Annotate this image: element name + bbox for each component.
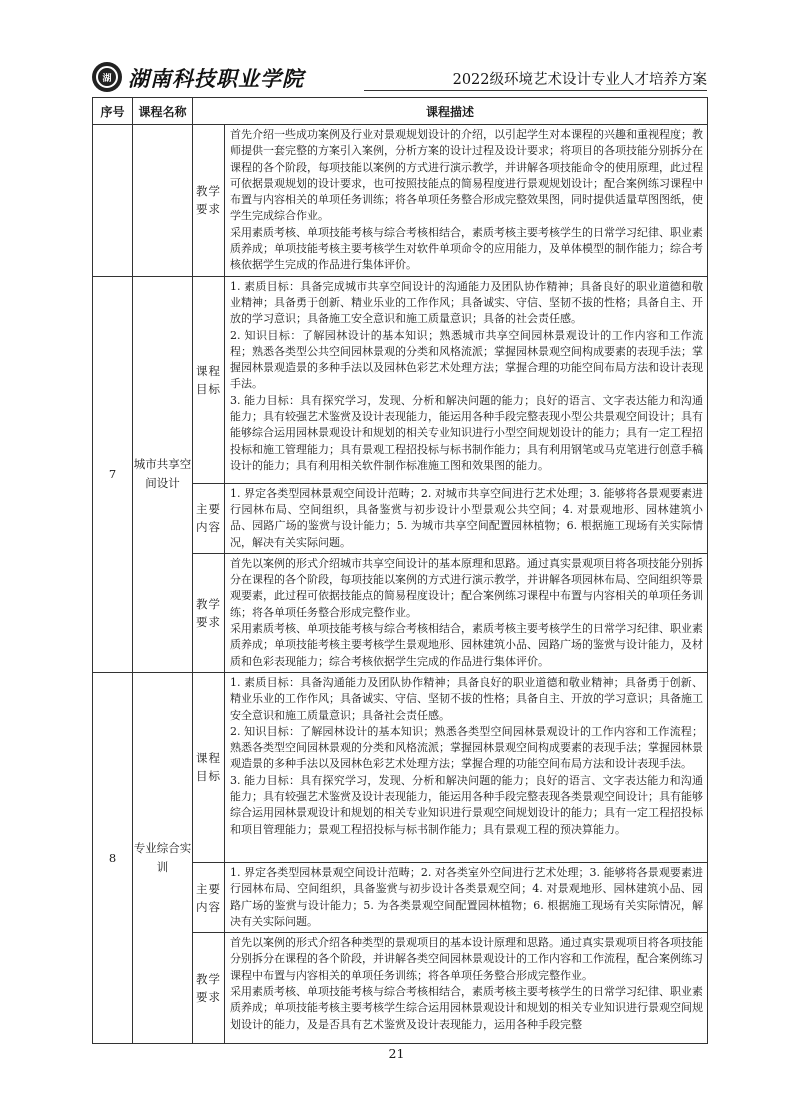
header-rule <box>364 90 707 91</box>
sub-label-teaching: 教学要求 <box>193 933 225 1044</box>
sub-label-content: 主要内容 <box>193 483 225 553</box>
paragraph: 1. 界定各类型园林景观空间设计范畴；2. 对各类室外空间进行艺术处理；3. 能够将各景观要素进行园林布局、空间组织，具备鉴赏与初步设计各类景观空间；4. 对景观地形、园林建筑小品、园路广场的鉴赏与设计能力；5. 为各类景观空间配置园林植物；6. 根据施工现场有关实际情况，解决有关实际问题。 <box>230 865 704 928</box>
sub-label-content: 主要内容 <box>193 862 225 932</box>
sub-label-teaching: 教学要求 <box>193 125 225 277</box>
cell-name <box>133 125 193 277</box>
table-row <box>93 125 708 277</box>
paragraph: 首先介绍一些成功案例及行业对景观规划设计的介绍，以引起学生对本课程的兴趣和重视程度；教师提供一套完整的方案引入案例，分析方案的设计过程及设计要求；将项目的各项技能分别拆分在课程的各个阶段，每项技能以案例的方式进行演示教学，并讲解各项技能命令的使用原理，此过程可依据景观规划的设计要求，也可按照技能点的简易程度进行景观规划设计；配合案例练习课程中布置与内容相关的单项任务训练；将各单项任务整合形成完整效果图，同时提供适量草图图纸，使学生完成综合作业。 <box>230 128 704 223</box>
paragraph: 2. 知识目标：了解园林设计的基本知识；熟悉城市共享空间园林景观设计的工作内容和工作流程；熟悉各类型公共空间园林景观的分类和风格流派；掌握园林景观空间构成要素的表现手法；掌握园林景观造景的多种手法以及园林色彩艺术处理方法；掌握合理的功能空间布局方法和设计表现手法。 <box>230 328 704 391</box>
sub-label-goal: 课程目标 <box>193 672 225 862</box>
col-header-no: 序号 <box>93 98 133 125</box>
main-content-cell <box>225 862 708 932</box>
paragraph: 1. 素质目标：具备沟通能力及团队协作精神；具备良好的职业道德和敬业精神；具备勇于创新、精业乐业的工作作风；具备诚实、守信、坚韧不拔的性格；具备自主、开放的学习意识；具备施工安全意识和施工质量意识；具备社会责任感。 <box>230 675 704 722</box>
page-header <box>92 62 707 94</box>
col-header-desc: 课程描述 <box>193 98 708 125</box>
course-name: 城市共享空间设计 <box>133 276 193 672</box>
main-content-cell <box>225 483 708 553</box>
table-header-row <box>93 98 708 125</box>
paragraph: 采用素质考核、单项技能考核与综合考核相结合，素质考核主要考核学生的日常学习纪律、职业素质养成；单项技能考核主要考核学生对软件单项命令的应用能力，及单体模型的制作能力；综合考核依据学生完成的作品进行集体评价。 <box>230 225 704 272</box>
curriculum-table <box>92 97 708 1044</box>
col-header-name: 课程名称 <box>133 98 193 125</box>
course-number: 7 <box>93 276 133 672</box>
paragraph: 3. 能力目标：具有探究学习，发现、分析和解决问题的能力；良好的语言、文字表达能力和沟通能力；具有较强艺术鉴赏及设计表现能力，能运用各种手段完整表现各类景观空间设计；具有能够综合运用园林景观设计和规划的相关专业知识进行景观空间规划设计的能力；具有一定工程招投标和项目管理能力；景观工程招投标与标书制作能力；具有景观工程的预决算能力。 <box>230 773 704 836</box>
paragraph: 采用素质考核、单项技能考核与综合考核相结合，素质考核主要考核学生的日常学习纪律、职业素质养成；单项技能考核主要考核学生综合运用园林景观设计和规划的相关专业知识进行景观空间规划设计的能力，及是否具有艺术鉴赏及设计表现能力，运用各种手段完整 <box>230 985 704 1031</box>
course-goal-cell <box>225 672 708 862</box>
teaching-requirements-cell <box>225 933 708 1044</box>
paragraph: 1. 素质目标：具备完成城市共享空间设计的沟通能力及团队协作精神；具备良好的职业道德和敬业精神；具备勇于创新、精业乐业的工作作风；具备诚实、守信、坚韧不拔的性格；具备自主、开放的学习意识；具备施工安全意识和施工质量意识；具备的社会责任感。 <box>230 279 704 326</box>
teaching-requirements-cell <box>225 125 708 277</box>
course-goal-cell <box>225 276 708 483</box>
paragraph: 采用素质考核、单项技能考核与综合考核相结合，素质考核主要考核学生的日常学习纪律、职业素质养成；单项技能考核主要考核学生景观地形、园林建筑小品、园路广场的鉴赏与设计能力，及材质和色彩表现能力；综合考核依据学生完成的作品进行集体评价。 <box>230 622 704 668</box>
sub-label-goal: 课程目标 <box>193 276 225 483</box>
school-logo-text: 湖南科技职业学院 <box>128 66 304 91</box>
page-number: 21 <box>388 1046 405 1061</box>
teaching-requirements-cell <box>225 553 708 672</box>
course-number: 8 <box>93 672 133 1043</box>
paragraph: 首先以案例的形式介绍城市共享空间设计的基本原理和思路。通过真实景观项目将各项技能分别拆分在课程的各个阶段，每项技能以案例的方式进行演示教学，并讲解各项园林布局、空间组织等景观要素，此过程可依据技能点的简易程度设计；配合案例练习课程中布置与内容相关的单项任务训练；将各单项任务整合形成完整作业。 <box>230 556 704 619</box>
sub-label-teaching: 教学要求 <box>193 553 225 672</box>
paragraph: 首先以案例的形式介绍各种类型的景观项目的基本设计原理和思路。通过真实景观项目将各项技能分别拆分在课程的各个阶段，并讲解各类空间园林景观设计的工作内容和工作流程，配合案例练习课程中布置与内容相关的单项任务训练；将各单项任务整合形成完整作业。 <box>230 936 704 982</box>
table-row <box>93 672 708 862</box>
paragraph: 2. 知识目标：了解园林设计的基本知识；熟悉各类型空间园林景观设计的工作内容和工作流程；熟悉各类型空间园林景观的分类和风格流派；掌握园林景观空间构成要素的表现手法；掌握园林景观造景的多种手法以及园林色彩艺术处理方法；掌握合理的功能空间布局方法和设计表现手法。 <box>230 724 704 771</box>
table-row <box>93 276 708 483</box>
paragraph: 1. 界定各类型园林景观空间设计范畴；2. 对城市共享空间进行艺术处理；3. 能够将各景观要素进行园林布局、空间组织，具备鉴赏与初步设计小型景观公共空间；4. 对景观地形、园林建筑小品、园路广场的鉴赏与设计能力；5. 为城市共享空间配置园林植物；6. 根据施工现场有关实际情况，解决有关实际问题。 <box>230 486 704 549</box>
cell-no <box>93 125 133 277</box>
course-name: 专业综合实训 <box>133 672 193 1043</box>
document-title: 2022级环境艺术设计专业人才培养方案 <box>452 72 707 88</box>
paragraph: 3. 能力目标：具有探究学习，发现、分析和解决问题的能力；良好的语言、文字表达能力和沟通能力；具有较强艺术鉴赏及设计表现能力，能运用各种手段完整表现小型公共景观空间设计；具有能够综合运用园林景观设计和规划的相关专业知识进行小型空间规划设计的能力；具有一定工程招投标和施工管理能力；具有景观工程招投标与标书制作能力；具有利用钢笔或马克笔进行创意手稿设计的能力；具有利用相关软件制作标准施工图和效果图的能力。 <box>230 393 704 472</box>
school-seal-icon: 湖 <box>92 62 122 92</box>
